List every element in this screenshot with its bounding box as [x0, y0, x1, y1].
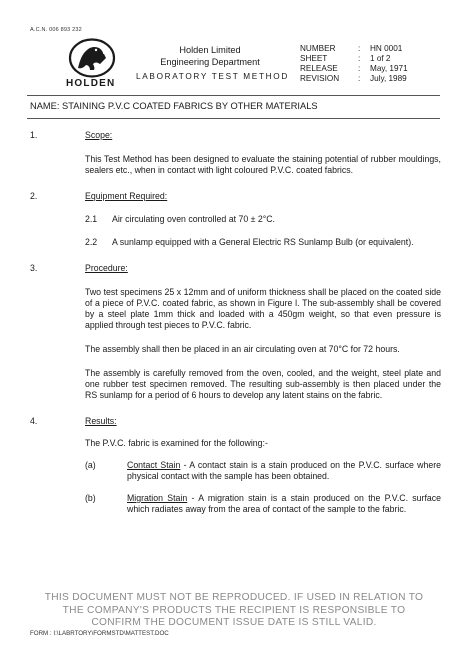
- meta-row-revision: REVISION : July, 1989: [300, 74, 407, 83]
- item-text: [127, 493, 441, 515]
- lab-test-method-label: LABORATORY TEST METHOD: [136, 72, 289, 81]
- warning-line: THE COMPANY'S PRODUCTS THE RECIPIENT IS RESPONSIBLE TO: [62, 604, 406, 616]
- section-number: 2.: [30, 191, 38, 201]
- document-meta: [300, 44, 408, 84]
- meta-row-release: RELEASE : May, 1971: [300, 64, 408, 73]
- section-heading: Scope:: [85, 130, 113, 140]
- department-name: Engineering Department: [160, 57, 260, 67]
- meta-value: HN 0001: [370, 44, 403, 53]
- form-path: FORM : I:\LABRTORY\FORMSTD\MATTEST.DOC: [30, 630, 169, 637]
- header-divider: [27, 95, 440, 96]
- item-text: A sunlamp equipped with a General Electric RS Sunlamp Bulb (or equivalent).: [112, 237, 414, 247]
- section-scope: [30, 130, 440, 176]
- warning-line: THIS DOCUMENT MUST NOT BE REPRODUCED. IF USED IN RELATION TO: [44, 592, 424, 603]
- document-body: [30, 130, 440, 526]
- meta-key: REVISION: [300, 74, 340, 83]
- reproduction-warning: [44, 592, 424, 630]
- meta-value: May, 1971: [370, 64, 408, 73]
- item-text: Air circulating oven controlled at 70 ± 2°C.: [112, 214, 275, 224]
- section-heading: Procedure:: [85, 263, 128, 273]
- meta-value: 1 of 2: [370, 54, 391, 63]
- item-number: 2.1: [85, 214, 98, 224]
- item-description: - A contact stain is a stain produced on the P.V.C. surface where physical contact with the sample has been obtained.: [127, 460, 442, 481]
- section-number: 4.: [30, 416, 38, 426]
- item-number: (b): [85, 493, 96, 503]
- title-divider: [27, 118, 440, 119]
- holden-lion-logo: [68, 38, 116, 78]
- results-intro: The P.V.C. fabric is examined for the following:-: [85, 438, 268, 448]
- section-procedure: [30, 263, 440, 401]
- item-number: 2.2: [85, 237, 98, 247]
- item-number: (a): [85, 460, 96, 470]
- meta-key: NUMBER: [300, 44, 336, 53]
- meta-row-number: NUMBER : HN 0001: [300, 44, 403, 53]
- procedure-paragraph: The assembly is carefully removed from the oven, cooled, and the weight, steel plate and one rubber test specimen removed. The resulting sub-assembly is then placed under the RS sunlamp for a period of 6 hours to develop any latent stains on the fabric.: [85, 368, 441, 400]
- item-description: - A migration stain is a stain produced on the P.V.C. surface which radiates away from the area of contact of the sample to the fabric.: [127, 493, 441, 514]
- results-item: [85, 493, 441, 515]
- item-text: [127, 460, 441, 482]
- document-title: NAME: STAINING P.V.C COATED FABRICS BY OTHER MATERIALS: [30, 101, 318, 111]
- equipment-item: [85, 214, 441, 225]
- procedure-paragraph: The assembly shall then be placed in an air circulating oven at 70°C for 72 hours.: [85, 344, 400, 354]
- results-item: [85, 460, 441, 482]
- brand-name: HOLDEN: [66, 78, 116, 89]
- meta-key: RELEASE: [300, 64, 338, 73]
- acn-number: A.C.N. 006 893 232: [30, 27, 82, 33]
- section-heading: Results:: [85, 416, 117, 426]
- meta-value: July, 1989: [370, 74, 407, 83]
- item-term: Migration Stain: [127, 493, 188, 503]
- section-results: [30, 416, 440, 515]
- section-number: 3.: [30, 263, 38, 273]
- company-name: Holden Limited: [179, 45, 241, 55]
- scope-text: This Test Method has been designed to evaluate the staining potential of rubber mouldings, sealers etc., when in contact with light coloured P.V.C. coated fabrics.: [85, 154, 441, 175]
- section-equipment: [30, 191, 440, 248]
- warning-line: CONFIRM THE DOCUMENT ISSUE DATE IS STILL VALID.: [91, 617, 377, 628]
- section-heading: Equipment Required:: [85, 191, 168, 201]
- meta-key: SHEET: [300, 54, 328, 63]
- procedure-paragraph: Two test specimens 25 x 12mm and of uniform thickness shall be placed on the coated side of a piece of P.V.C. coated fabric, as shown in Figure l. The sub-assembly shall be covered by a steel plate 1mm thick and loaded with a 450gm weight, so that even pressure is applied through test pieces to P.V.C. fabric.: [85, 287, 441, 330]
- section-number: 1.: [30, 130, 38, 140]
- equipment-item: [85, 237, 441, 248]
- company-block: [150, 44, 270, 68]
- meta-row-sheet: SHEET : 1 of 2: [300, 54, 391, 63]
- item-term: Contact Stain: [127, 460, 181, 470]
